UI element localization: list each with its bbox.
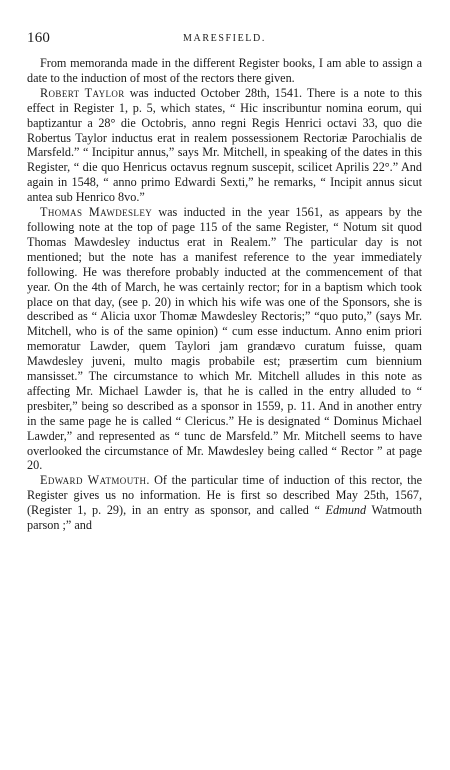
paragraph-memoranda: [27, 56, 422, 86]
text-run: was inducted October 28th, 1541. There is a note to this effect in Register 1, p. 5, which states, “ Hic inscribuntur nomina eorum, qui baptizantur a 28° die Octobris, anno regni Regis Henrici octavi 33, quo die Robertus Taylor inductus erat in realem possessionem Rectoriæ Parochialis de Marsfeld.” “ Incipitur annus,” says Mr. Mitchell, in speaking of the dates in this Register, “ die quo Henricus octavus regnum suscepit, scilicet Aprilis 22°.” And again in 1548, “ anno primo Edwardi Sexti,” he remarks, “ Incipit annus sicut antea sub Henrico 8vo.”: [27, 85, 422, 205]
page-header: [27, 30, 422, 56]
body-text: [27, 56, 422, 533]
text-run: From memoranda made in the different Register books, I am able to assign a date to the induction of most of the rectors there given.: [27, 56, 422, 85]
paragraph-robert-taylor: [27, 86, 422, 205]
rector-name: Edward Watmouth: [40, 473, 147, 488]
italic-name: Edmund: [325, 503, 367, 518]
paragraph-thomas-mawdesley: [27, 205, 422, 473]
running-head: MARESFIELD.: [183, 33, 266, 44]
page-number: 160: [27, 30, 51, 46]
text-run: was inducted in the year 1561, as appears by the following note at the top of page 115 of the same Register, “ Notum sit quod Thomas Mawdesley inductus erat in Realem.” The particular day is not mentioned; but the note has a manifest reference to the year immediately following. He was therefore probably inducted at the commencement of that year. On the 4th of March, he was certainly rector; for in a baptism which took place on that day, (see p. 20) in which his wife was one of the Sponsors, she is described as “ Alicia uxor Thomæ Mawdesley Rectoris;” “quo puto,” (says Mr. Mitchell, who is of the same opinion) “ cum esse inductum. Anno enim priori memoratur Lawder, quem Taylori jam grandævo curatum fuisse, quam Mawdesley juveni, multo magis probabile est; præsertim cum biennium mansisset.” The circumstance to which Mr. Mitchell alludes in this note as affecting Mr. Michael Lawder is, that he is called in the entry alluded to “ presbiter,” being so described as a sponsor in 1559, p. 11. And in another entry in the same page he is called “ Clericus.” He is designated “ Dominus Michael Lawder,” and represented as “ tunc de Marsfeld.” Mr. Mitchell seems to have overlooked the circumstance of Mr. Mawdesley being called “ Rector ” at page 20.: [27, 205, 422, 473]
text-run: . Of the particular time of induction of this rector, the Register gives us no information. He is first so described May 25th, 1567, (Register 1, p. 29), in an entry as sponsor, and called “: [27, 473, 422, 518]
rector-name: Robert Taylor: [40, 85, 125, 100]
rector-name: Thomas Mawdesley: [40, 205, 153, 220]
paragraph-edward-watmouth: [27, 473, 422, 533]
text-run: Watmouth parson ;” and: [27, 503, 422, 533]
